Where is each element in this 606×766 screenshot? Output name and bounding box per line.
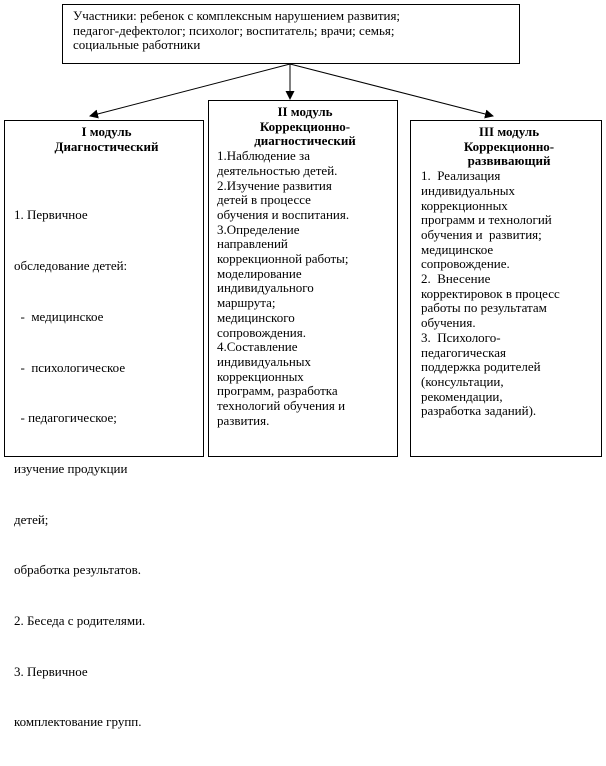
module-2-body-line: направлений xyxy=(217,236,288,252)
module-1-body-line: детей; xyxy=(14,511,49,527)
module-1-body-line: - психологическое xyxy=(14,359,126,375)
module-3-body-line: 2. Внесение xyxy=(421,271,491,287)
module-2-body-line: программ, разработка xyxy=(217,383,338,399)
module-2-body-line: 4.Составление xyxy=(217,339,298,355)
module-2-body xyxy=(217,149,393,428)
module-2-body-line: детей в процессе xyxy=(217,192,311,208)
module-1-title xyxy=(14,125,199,154)
module-2-title-line: Коррекционно- xyxy=(259,118,351,134)
module-3-body-line: медицинское xyxy=(421,241,494,257)
module-3-body-line: (консультации, xyxy=(421,373,504,389)
module-3-body-line: рекомендации, xyxy=(421,388,503,404)
module-1-body xyxy=(14,172,199,766)
module-2-title xyxy=(217,105,393,149)
module-1-title-line: Диагностический xyxy=(54,138,159,154)
module-3-body-line: 1. Реализация xyxy=(421,168,501,184)
module-3-body-line: индивидуальных xyxy=(421,182,516,198)
module-2-body-line: развития. xyxy=(217,412,270,428)
participants-line-3: социальные работники xyxy=(73,37,201,53)
module-3-body-line: педагогическая xyxy=(421,344,507,360)
module-3-body-line: обучения. xyxy=(421,315,476,331)
module-2-body-line: коррекционных xyxy=(217,368,304,384)
module-3-body-line: работы по результатам xyxy=(421,300,547,316)
module-2-body-line: коррекционной работы; xyxy=(217,251,349,267)
module-2-body-line: обучения и воспитания. xyxy=(217,206,350,222)
module-2-body-line: медицинского xyxy=(217,309,295,325)
module-2-body-line: 2.Изучение развития xyxy=(217,177,332,193)
module-2-body-line: технологий обучения и xyxy=(217,398,346,414)
module-3-body-line: коррекционных xyxy=(421,197,508,213)
module-3-body-line: корректировок в процесс xyxy=(421,285,560,301)
module-2-box xyxy=(208,100,398,457)
module-3-title xyxy=(421,125,597,169)
module-3-body-line: поддержка родителей xyxy=(421,359,541,375)
module-1-box xyxy=(4,120,204,730)
module-1-body-line: 1. Первичное xyxy=(14,207,88,223)
module-3-title-line: III модуль xyxy=(478,124,540,139)
module-2-title-line: II модуль xyxy=(277,104,333,119)
participants-line-1: Участники: ребенок с комплексным нарушением развития; xyxy=(73,8,401,23)
module-1-body-line: обработка результатов. xyxy=(14,562,141,578)
module-3-body-line: 3. Психолого- xyxy=(421,329,501,345)
module-2-body-line: 1.Наблюдение за xyxy=(217,148,310,164)
participants-line-2: педагог-дефектолог; психолог; воспитатель; врачи; семья; xyxy=(73,22,395,38)
module-1-body-line: 2. Беседа с родителями. xyxy=(14,613,146,629)
module-1-body-line: комплектование групп. xyxy=(14,714,142,730)
module-3-title-line: развивающий xyxy=(467,153,551,169)
module-1-body-line: 3. Первичное xyxy=(14,663,88,679)
module-3-body-line: разработка заданий). xyxy=(421,403,537,419)
module-1-body-line: - педагогическое; xyxy=(14,410,117,426)
module-1-body-line: - медицинское xyxy=(14,308,104,324)
module-3-body xyxy=(421,169,597,419)
module-2-body-line: маршрута; xyxy=(217,295,276,311)
module-1-body-line: изучение продукции xyxy=(14,460,128,476)
module-2-title-line: диагностический xyxy=(254,133,356,149)
module-2-body-line: моделирование xyxy=(217,265,302,281)
module-3-title-line: Коррекционно- xyxy=(463,138,555,154)
module-3-body-line: сопровождение. xyxy=(421,256,510,272)
module-2-body-line: деятельностью детей. xyxy=(217,162,338,178)
participants-box xyxy=(62,4,520,64)
module-3-body-line: обучения и развития; xyxy=(421,226,542,242)
module-2-body-line: индивидуального xyxy=(217,280,314,296)
module-3-body-line: программ и технологий xyxy=(421,212,552,228)
module-2-body-line: индивидуальных xyxy=(217,353,312,369)
module-1-body-line: обследование детей: xyxy=(14,258,128,274)
module-2-body-line: сопровождения. xyxy=(217,324,306,340)
module-1-title-line: I модуль xyxy=(81,124,132,139)
module-3-box xyxy=(410,120,602,457)
module-2-body-line: 3.Определение xyxy=(217,221,300,237)
